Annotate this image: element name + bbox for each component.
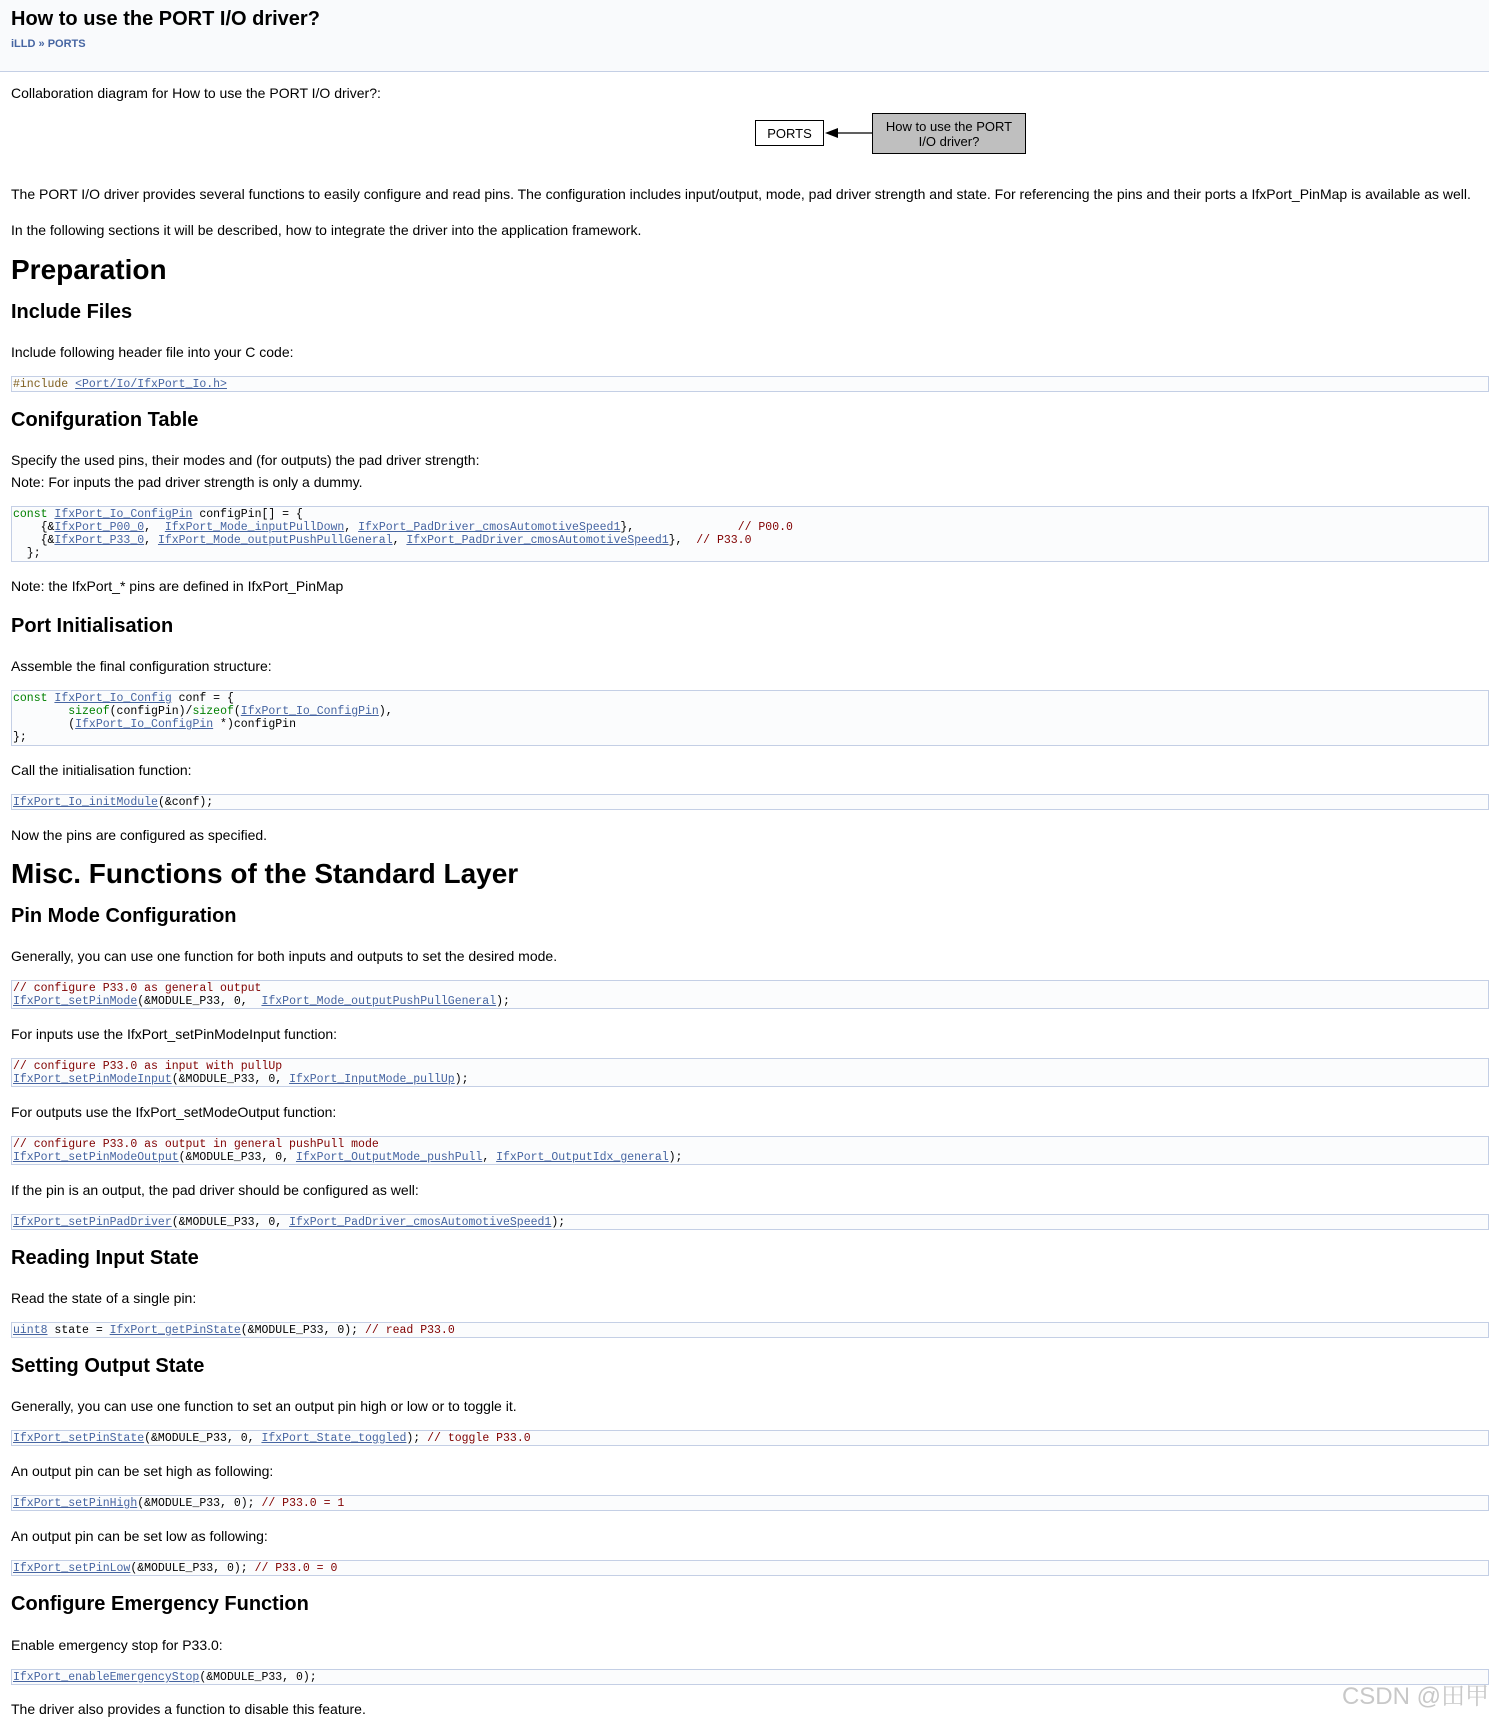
breadcrumb-illd-link[interactable]: iLLD [11,38,36,50]
heading-preparation: Preparation [11,254,167,285]
code-config-table: const IfxPort_Io_ConfigPin configPin[] = { {&IfxPort_P00_0, IfxPort_Mode_inputPullDown, IfxPort_PadDriver_cmosAutomotiveSpeed1}, // P00.0 {&IfxPort_P33_0, IfxPort_Mode_outputPushPullGeneral, IfxPort_PadDriver_cmosAutomotiveSpeed1}, // P33.0 }; [11,506,1489,562]
config-paragraph-1: Specify the used pins, their modes and (for outputs) the pad driver strength: [11,452,480,468]
read-paragraph: Read the state of a single pin: [11,1290,197,1306]
code-read-state: uint8 state = IfxPort_getPinState(&MODULE_P33, 0); // read P33.0 [11,1322,1489,1338]
pin-input-paragraph: For inputs use the IfxPort_setPinModeInput function: [11,1026,338,1042]
heading-reading-input: Reading Input State [11,1247,199,1269]
collab-caption: Collaboration diagram for How to use the PORT I/O driver?: [11,85,381,101]
diagram-node-current-line2: I/O driver? [918,133,980,149]
pin-output-paragraph: For outputs use the IfxPort_setModeOutput function: [11,1104,337,1120]
heading-port-initialisation: Port Initialisation [11,615,174,637]
init-call-paragraph: Call the initialisation function: [11,762,192,778]
breadcrumb [11,38,86,50]
code-pad-driver: IfxPort_setPinPadDriver(&MODULE_P33, 0, IfxPort_PadDriver_cmosAutomotiveSpeed1); [11,1214,1489,1230]
pad-driver-paragraph: If the pin is an output, the pad driver should be configured as well: [11,1182,419,1198]
heading-configuration-table: Conifguration Table [11,409,199,431]
heading-include-files: Include Files [11,301,133,323]
code-pin-output: // configure P33.0 as output in general pushPull mode IfxPort_setPinModeOutput(&MODULE_P33, 0, IfxPort_OutputMode_pushPull, IfxPort_OutputIdx_general); [11,1136,1489,1165]
code-preprocessor: #include [13,378,76,391]
diagram-node-current [872,113,1026,154]
set-paragraph: Generally, you can use one function to set an output pin high or low or to toggle it. [11,1398,517,1414]
code-toggle: IfxPort_setPinState(&MODULE_P33, 0, IfxPort_State_toggled); // toggle P33.0 [11,1430,1489,1446]
pin-mode-paragraph: Generally, you can use one function for both inputs and outputs to set the desired mode. [11,948,558,964]
code-init-struct: const IfxPort_Io_Config conf = { sizeof(configPin)/sizeof(IfxPort_Io_ConfigPin), (IfxPort_Io_ConfigPin *)configPin }; [11,690,1489,746]
code-include [11,376,1489,392]
breadcrumb-ports-link[interactable]: PORTS [47,38,86,50]
page-header [0,0,1489,72]
watermark: CSDN @田甲 [1341,1683,1489,1710]
diagram-arrow [823,124,873,144]
breadcrumb-separator: » [35,38,48,50]
intro-paragraph-2: In the following sections it will be described, how to integrate the driver into the application framework. [11,222,642,238]
code-pin-mode: // configure P33.0 as general output IfxPort_setPinMode(&MODULE_P33, 0, IfxPort_Mode_outputPushPullGeneral); [11,980,1489,1009]
config-note: Note: the IfxPort_* pins are defined in IfxPort_PinMap [11,578,344,594]
code-set-low: IfxPort_setPinLow(&MODULE_P33, 0); // P33.0 = 0 [11,1560,1489,1576]
code-pin-input: // configure P33.0 as input with pullUp IfxPort_setPinModeInput(&MODULE_P33, 0, IfxPort_InputMode_pullUp); [11,1058,1489,1087]
heading-misc-functions: Misc. Functions of the Standard Layer [11,858,519,889]
emergency-paragraph: Enable emergency stop for P33.0: [11,1637,223,1653]
include-paragraph: Include following header file into your C code: [11,344,294,360]
init-done-paragraph: Now the pins are configured as specified. [11,827,268,843]
set-low-paragraph: An output pin can be set low as following: [11,1528,268,1544]
config-paragraph-2: Note: For inputs the pad driver strength is only a dummy. [11,474,363,490]
heading-emergency: Configure Emergency Function [11,1593,309,1615]
code-include-file-link[interactable]: <Port/Io/IfxPort_Io.h> [75,378,227,391]
heading-setting-output: Setting Output State [11,1355,205,1377]
code-emergency: IfxPort_enableEmergencyStop(&MODULE_P33, 0); [11,1669,1489,1685]
emergency-last-paragraph: The driver also provides a function to disable this feature. [11,1701,366,1717]
intro-paragraph-1: The PORT I/O driver provides several functions to easily configure and read pins. The configuration includes input/output, mode, pad driver strength and state. For referencing the pins and their ports a IfxPort_PinMap is available as well. [11,186,1471,202]
set-high-paragraph: An output pin can be set high as following: [11,1463,274,1479]
diagram-node-current-line1: How to use the PORT [885,118,1013,134]
code-init-call: IfxPort_Io_initModule(&conf); [11,794,1489,810]
heading-pin-mode: Pin Mode Configuration [11,905,237,927]
page-title: How to use the PORT I/O driver? [11,8,320,30]
init-paragraph: Assemble the final configuration structure: [11,658,272,674]
diagram-node-ports-label: PORTS [767,125,812,141]
diagram-node-ports[interactable] [755,120,824,146]
code-set-high: IfxPort_setPinHigh(&MODULE_P33, 0); // P33.0 = 1 [11,1495,1489,1511]
